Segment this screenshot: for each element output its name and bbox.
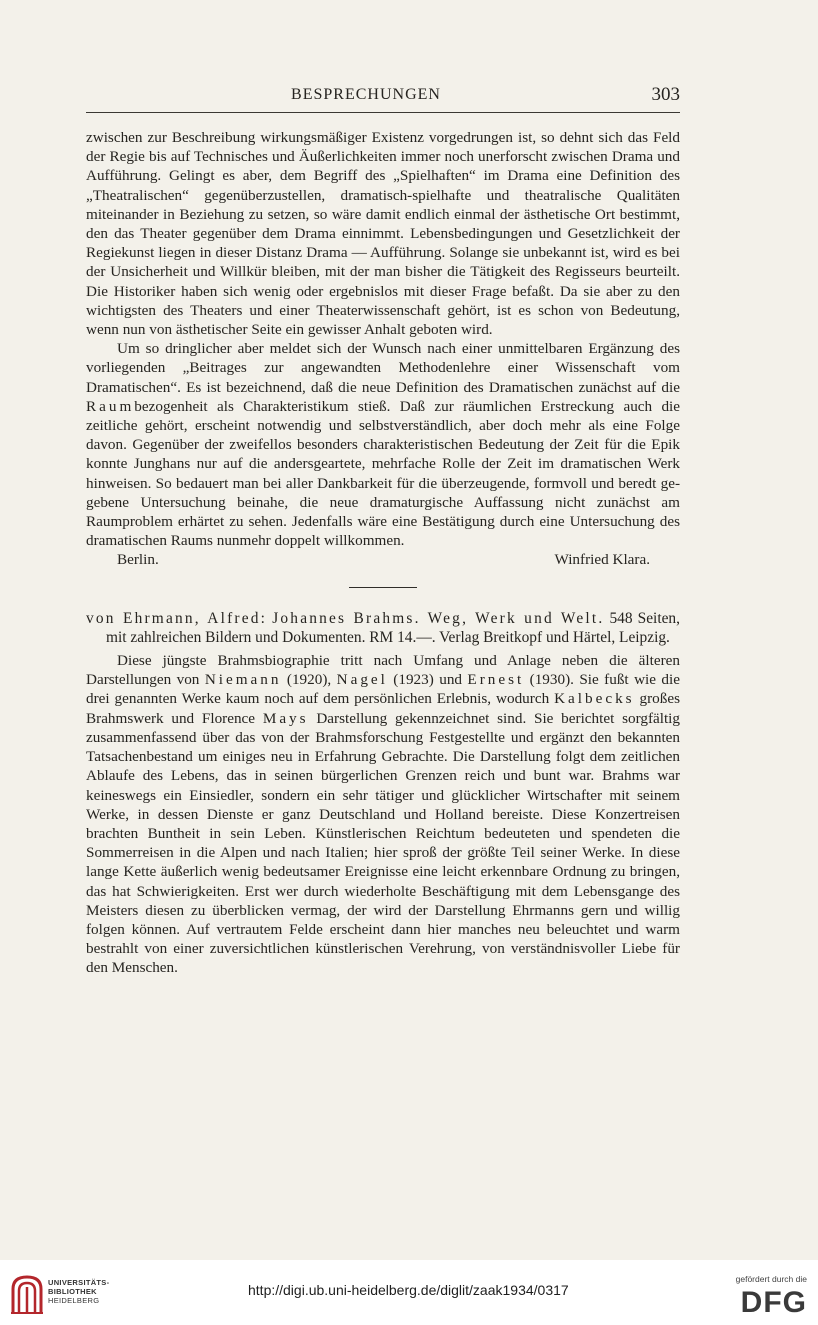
review2-name-mays: Mays [262,709,309,727]
running-title: BESPRECHUNGEN [291,86,441,103]
review2-name-kalbecks: Kalbecks [554,690,635,708]
review1-place: Berlin. [117,551,159,569]
review2-name-nagel: Nagel [336,671,388,689]
review1-paragraph-2-text-b: bezogenheit als Charakteristikum stieß. Daß zur räumlichen Erstreckung auch die zeitliche gehört, erscheint notwendig und selbstverständlich, aber doch mehr als eine Folge davon. Gegenüber der zweifellos besonders charakteristischen Bedeutung der Zeit für die Epik konnte Junghans nur auf die andersgeartete, mehrfache Rolle der Zeit im dramatischen Werk hinweisen. So bedauert man bei aller Dankbarkeit für die überzeugende, formvoll und beredt gegebene Untersuchung beinahe, die neue dramaturgische Auffassung nicht zunächst am Raumproblem erhärtet zu sehen. Jedenfalls wäre eine Bestätigung durch eine Untersuchung des dramatischen Raums nunmehr doppelt willkommen. [86,397,680,550]
review2-name-ernest: Ernest [467,671,525,689]
viewer-footer [0,1260,818,1325]
library-name-line-3: HEIDELBERG [48,1296,100,1305]
body-text [86,128,680,978]
library-name-line-1: UNIVERSITÄTS- [48,1278,110,1287]
library-logo-icon[interactable] [9,1273,45,1315]
review2-paragraph [86,651,680,977]
review2-text-5: großes Brahmswerk und Florence [86,690,680,727]
review2-heading-author: von Ehrmann, Alfred: [86,609,268,627]
review1-author: Winfried Klara. [554,551,650,569]
review2-heading-details: 548 Seiten, mit zahlreichen Bildern und Dokumenten. RM 14.—. Verlag Breitkopf und Härtel, Leipzig. [106,609,680,646]
review2-text-6: Darstellung gekennzeichnet sind. Sie berichtet sorgfältig zusammenfassend über das von der Brahmsforschung Festgestellte und ergänzt den bekannten Tatsachenbestand um einiges neu in Erfahrung Gebrachte. Die Darstellung folgt dem zeitlichen Ablaufe des Lebens, das in seinen bürgerlichen Grenzen reich und bunt war. Brahms war keineswegs ein Einsiedler, sondern ein sehr tätiger und glücklicher Wirtschafter mit seinem Werke, in dessen Dienste er ganz Deutschland und Holland bereiste. Diese Konzertreisen brachten Buntheit in sein Leben. Künstlerischen Reichtum bedeuteten und spendeten die Sommerreisen in die Alpen und nach Italien; hier sproß der größte Teil seiner Werke. In diese lange Kette äußerlich wenig bedeutsamer Ereignisse eine leicht erkennbare Ordnung zu bringen, das hat Schwierigkeiten. Erst wer durch wiederholte Beschäftigung mit dem Lebensgange des Meisters diesen zu überblicken vermag, der wird der Darstellung Ehrmanns gern und willig folgen können. Auf vertrautem Felde erscheint dann hier manches neu beleuchtet und warm bestrahlt von einer zuversichtlichen künstlerischen Verehrung, von verständnisvoller Liebe für den Menschen. [86,709,680,977]
review1-signature [86,550,680,569]
page-number: 303 [651,84,680,105]
library-name-line-2: BIBLIOTHEK [48,1287,97,1296]
review2-heading-title: Johannes Brahms. Weg, Werk und Welt. [272,609,605,627]
review2-text-2: (1920), [281,671,337,689]
review1-paragraph-2-text-a: Um so dringlicher aber meldet sich der Wunsch nach einer unmittelbaren Ergänzung des vorliegenden „Beitrages zur angewandten Methodenlehre einer Wissenschaft vom Dramatischen“. Es ist bezeichnend, daß die neue Definition des Dramatischen zunächst auf die [86,340,680,396]
review1-paragraph-1: zwischen zur Beschreibung wirkungsmäßiger Existenz vorgedrungen ist, so dehnt sich das Feld der Regie bis auf Technisches und Äußerlichkeiten immer noch unerforscht zwischen Drama und Aufführung. Gelingt es aber, dem Begriff des „Spielhaften“ im Drama eine Definition des „Theatralischen“ gegenüberzustellen, dramatisch-spielhafte und theatralische Qualitäten miteinander in Beziehung zu setzen, so wäre damit endlich einmal der ästhetische Ort bestimmt, den das Theater gegenüber dem Drama einnimmt. Lebensbedingungen und Gesetzlichkeit der Regiekunst liegen in dieser Distanz Drama — Aufführung. Solange sie unbekannt ist, wird es bei der Unsicherheit und Willkür bleiben, mit der man bisher die Tätigkeit des Regisseurs beurteilt. Die Historiker haben sich wenig oder ergebnislos mit dieser Frage befaßt. Da sie aber zu den wichtigsten des Theaters und einer Theaterwissenschaft gehört, ist es schon von Bedeutung, wenn nun von ästhetischer Seite ein gewisser Anhalt geboten wird. [86,129,680,339]
dfg-logo[interactable]: DFG [740,1286,807,1319]
section-divider [349,587,417,588]
review2-heading [86,609,680,647]
review1-paragraph-2 [86,339,680,550]
review2-text-3: (1923) und [387,671,468,689]
review1-spaced-word: Raum [86,397,135,415]
review2-text-1: Diese jüngste Brahmsbiographie tritt nach Umfang und Anlage neben die älteren Darstellungen von [86,652,680,689]
permalink-url[interactable]: http://digi.ub.uni-heidelberg.de/diglit/zaak1934/0317 [248,1282,569,1298]
running-head [86,86,680,113]
review2-text-4: (1930). Sie fußt wie die drei genannten Werke kaum noch auf dem persönlichen Erlebnis, wodurch [86,671,680,708]
review2-name-niemann: Niemann [204,671,282,689]
funding-caption: gefördert durch die [735,1274,807,1284]
library-name[interactable] [48,1278,109,1305]
